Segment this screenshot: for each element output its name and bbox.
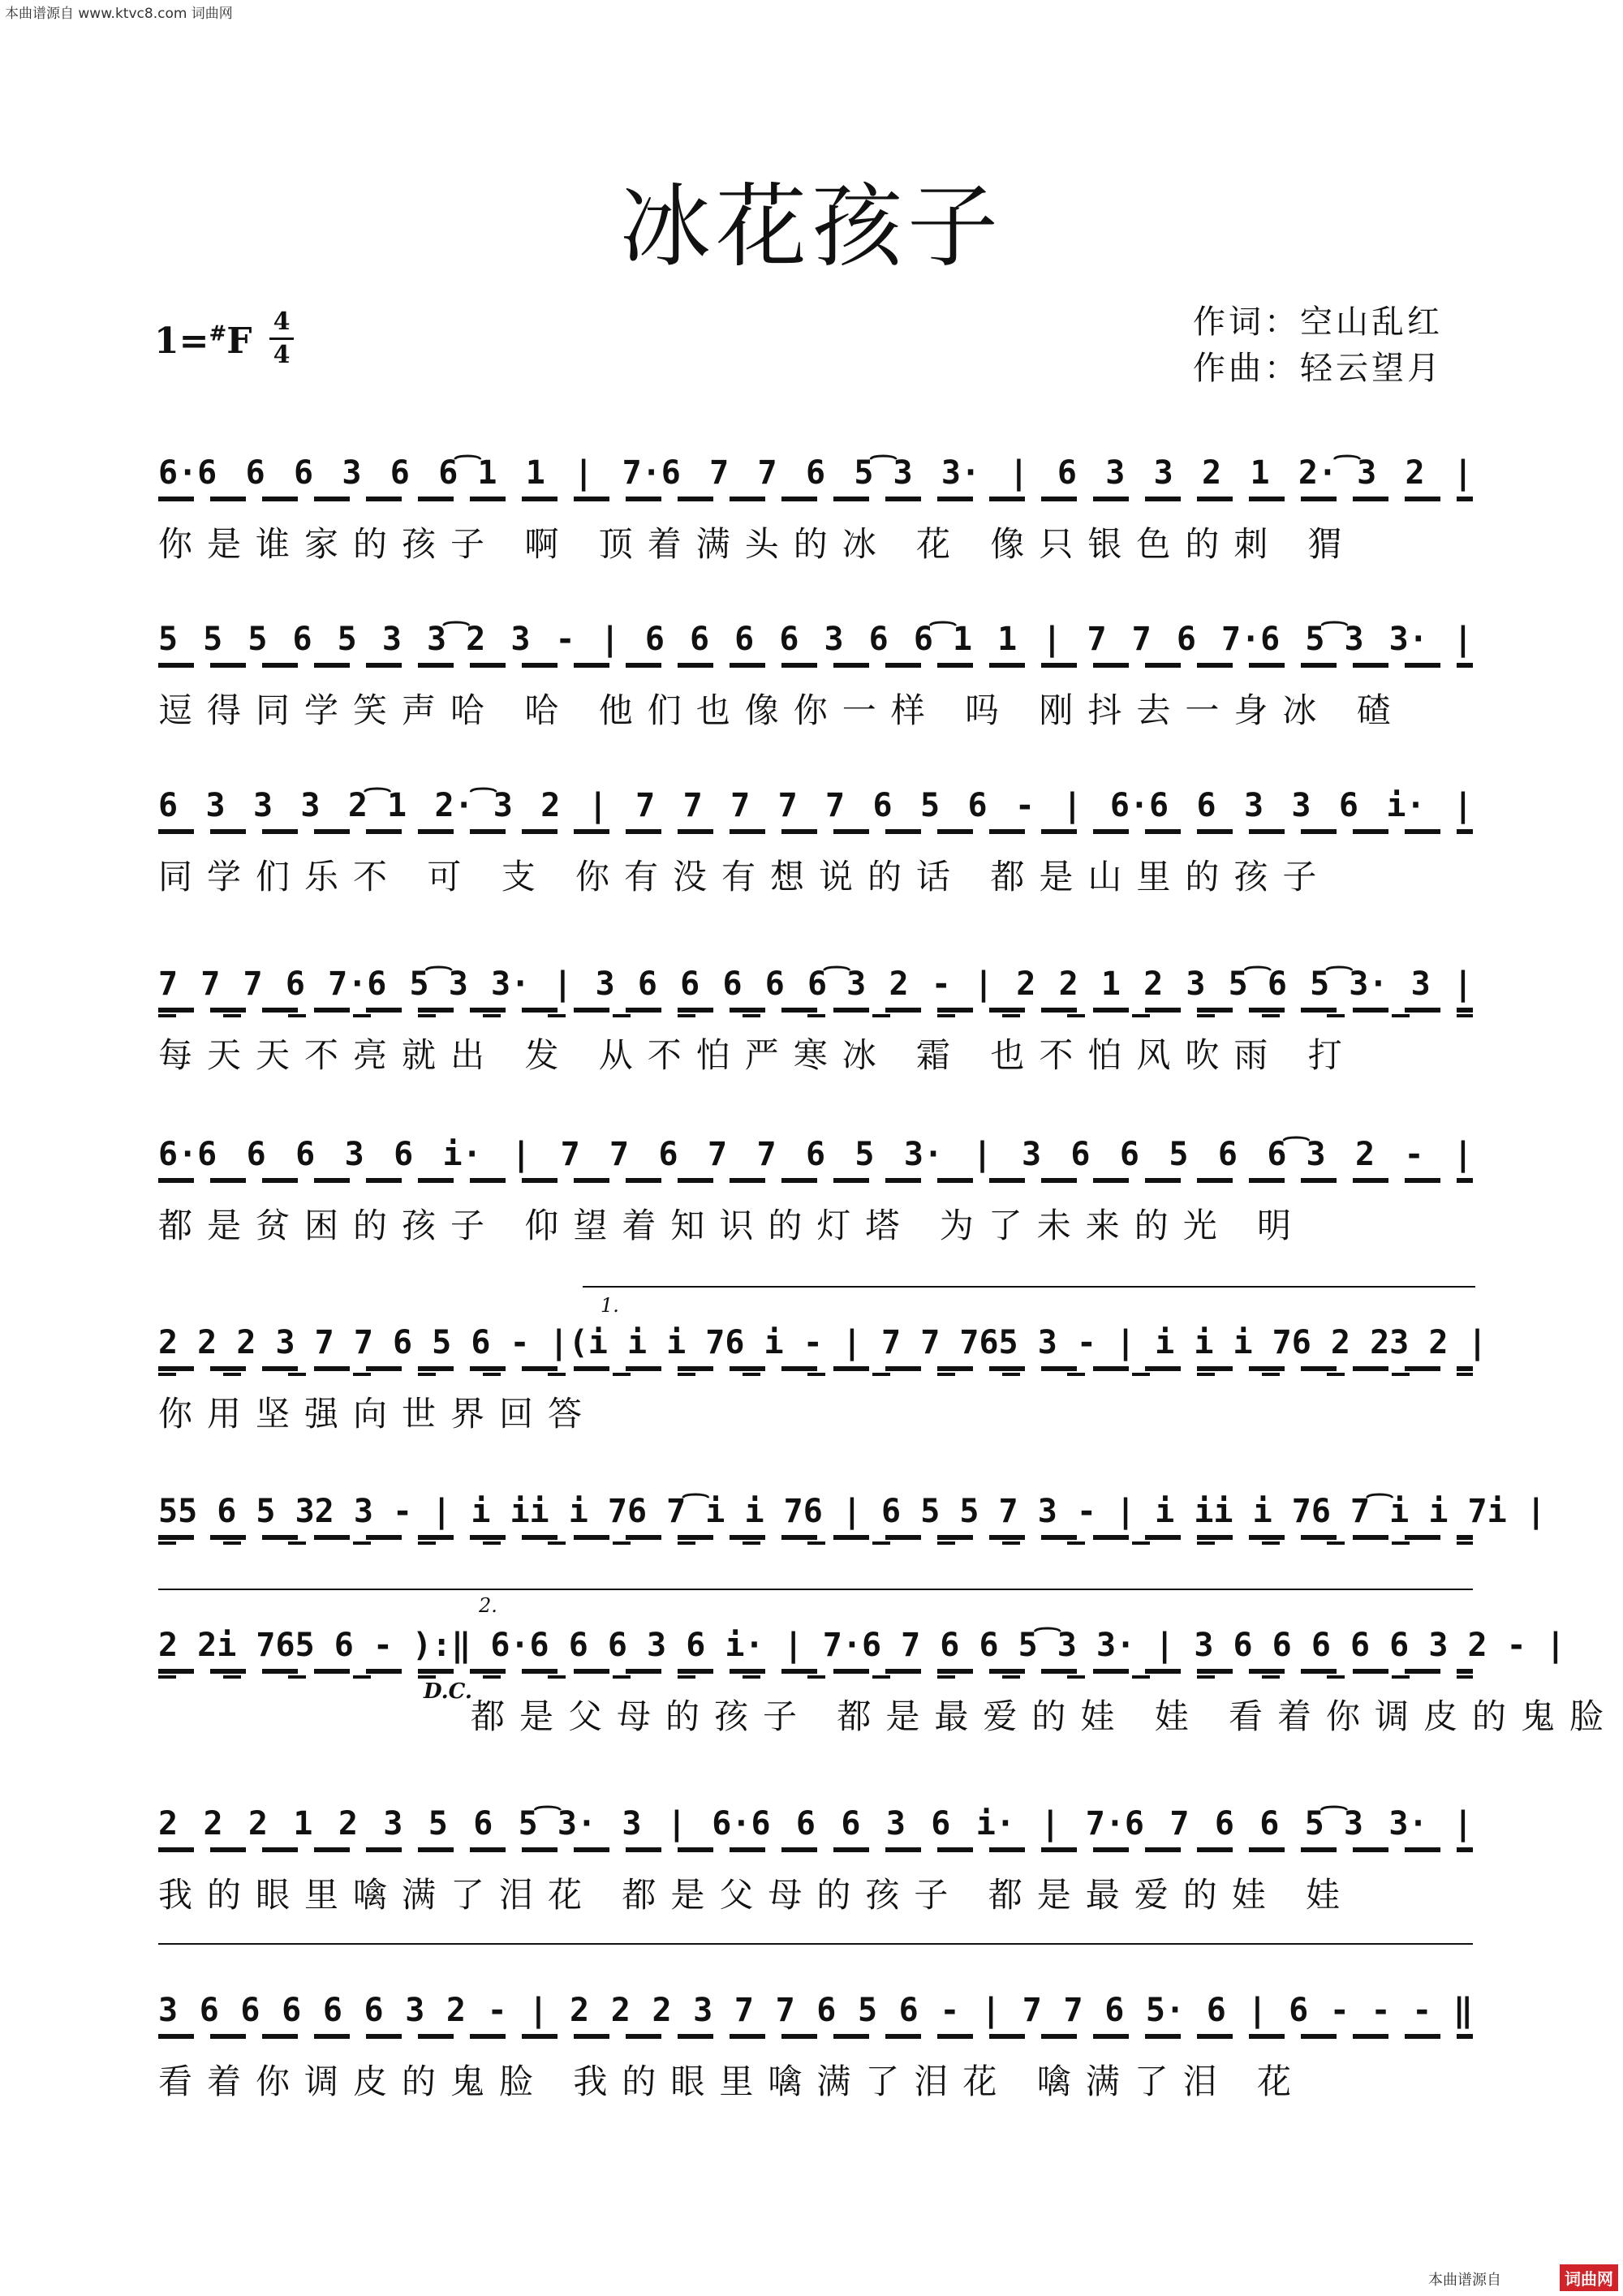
- site-header-text: 本曲谱源自 www.ktvc8.com 词曲网: [5, 6, 233, 22]
- key-sharp: #: [209, 321, 227, 346]
- notation-line: 6 3 3 3 2͡1 2·͡3 2 | 7 7 7 7 7 6 5 6 - | 6·6 6 3 3 6 i· |: [158, 787, 1473, 824]
- time-signature: [269, 308, 294, 369]
- music-system-2: [0, 621, 1623, 783]
- footer-site-text: 本曲谱源自: [1428, 2272, 1501, 2289]
- music-system-8: [0, 1627, 1623, 1789]
- beam-line: [158, 1669, 1473, 1674]
- beam-line-secondary: [158, 1675, 1473, 1679]
- song-title: 冰花孩子: [620, 174, 1003, 280]
- key-signature: [154, 320, 252, 362]
- beam-line: [158, 2034, 1473, 2039]
- lyrics-line: 都是父母的孩子 都是最爱的娃 娃 看着你调皮的鬼脸: [471, 1696, 1619, 1736]
- volta-1-label: 1.: [601, 1294, 619, 1317]
- notation-line: 6·6 6 6 3 6 6͡1 1 | 7·6 7 7 6 5͡3 3· | 6 3 3 2 1 2·͡3 2 |: [158, 454, 1473, 492]
- music-system-4: [0, 965, 1623, 1128]
- beam-line: [158, 1178, 1473, 1183]
- music-system-10: [0, 1992, 1623, 2154]
- lyrics-line: 我的眼里噙满了泪花 都是父母的孩子 都是最爱的娃 娃: [158, 1875, 1355, 1915]
- beam-line-secondary: [158, 1014, 1473, 1017]
- notation-line: 2 2 2 3 7 7 6 5 6 - |(i i i 76 i - | 7 7 765 3 - | i i i 76 2 23 2 |: [158, 1324, 1487, 1361]
- lyricist-credit: 作词：空山乱红: [1193, 303, 1443, 341]
- beam-line: [158, 1535, 1473, 1540]
- music-system-3: [0, 787, 1623, 949]
- beam-line: [158, 1008, 1473, 1013]
- lyrics-line: 你用坚强向世界回答: [158, 1394, 597, 1434]
- notation-line: 2 2i 765 6 - ):‖ 6·6 6 6 3 6 i· | 7·6 7 6 6 5͡3 3· | 3 6 6 6 6 6 3 2 - |: [158, 1627, 1565, 1664]
- music-system-5: [0, 1136, 1623, 1298]
- volta-bracket-2: [158, 1589, 1473, 1590]
- notation-line: 2 2 2 1 2 3 5 6 5͡3· 3 | 6·6 6 6 3 6 i· | 7·6 7 6 6 5͡3 3· |: [158, 1805, 1473, 1842]
- music-system-6: [0, 1324, 1623, 1486]
- lyrics-line: 逗得同学笑声哈 哈 他们也像你一样 吗 刚抖去一身冰 碴: [158, 690, 1406, 730]
- meter-divider: [269, 338, 294, 340]
- footer-logo[interactable]: 词曲网: [1560, 2264, 1618, 2291]
- lyrics-line: 看着你调皮的鬼脸 我的眼里噙满了泪花 噙满了泪 花: [158, 2062, 1307, 2101]
- beam-line: [158, 1366, 1473, 1371]
- beam-line: [158, 663, 1473, 668]
- notation-line: 3 6 6 6 6 6 3 2 - | 2 2 2 3 7 7 6 5 6 - | 7 7 6 5· 6 | 6 - - - ‖: [158, 1992, 1473, 2029]
- lyrics-line: 都是贫困的孩子 仰望着知识的灯塔 为了未来的光 明: [158, 1206, 1307, 1245]
- lyrics-line: 同学们乐不 可 支 你有没有想说的话 都是山里的孩子: [158, 857, 1332, 896]
- beam-line: [158, 497, 1473, 501]
- meter-bottom: 4: [273, 341, 291, 369]
- lyrics-line: 你是谁家的孩子 啊 顶着满头的冰 花 像只银色的刺 猬: [158, 524, 1357, 564]
- notation-line: 55 6 5 32 3 - | i ii i 76 7͡i i 76 | 6 5 5 7 3 - | i ii i 76 7͡i i 7i |: [158, 1493, 1546, 1530]
- beam-line-secondary: [158, 1541, 1473, 1545]
- lyrics-line: 每天天不亮就出 发 从不怕严寒冰 霜 也不怕风吹雨 打: [158, 1035, 1357, 1075]
- notation-line: 5 5 5 6 5 3 3͡2 3 - | 6 6 6 6 3 6 6͡1 1 | 7 7 6 7·6 5͡3 3· |: [158, 621, 1473, 658]
- composer-credit: 作曲：轻云望月: [1193, 350, 1443, 387]
- notation-line: 7 7 7 6 7·6 5͡3 3· | 3 6 6 6 6 6͡3 2 - | 2 2 1 2 3 5͡6 5͡3· 3 |: [158, 965, 1473, 1003]
- coda-bracket: [158, 1943, 1473, 1945]
- meter-top: 4: [273, 307, 291, 336]
- beam-line: [158, 1847, 1473, 1852]
- notation-line: 6·6 6 6 3 6 i· | 7 7 6 7 7 6 5 3· | 3 6 6 5 6 6͡3 2 - |: [158, 1136, 1473, 1173]
- dc-marking: D.C.: [424, 1679, 472, 1704]
- key-prefix: 1=: [154, 320, 209, 362]
- volta-bracket-1: [583, 1286, 1475, 1288]
- volta-2-label: 2.: [479, 1594, 497, 1617]
- music-system-1: [0, 454, 1623, 617]
- beam-line-secondary: [158, 1373, 1473, 1376]
- beam-line: [158, 829, 1473, 834]
- key-note: F: [226, 320, 252, 362]
